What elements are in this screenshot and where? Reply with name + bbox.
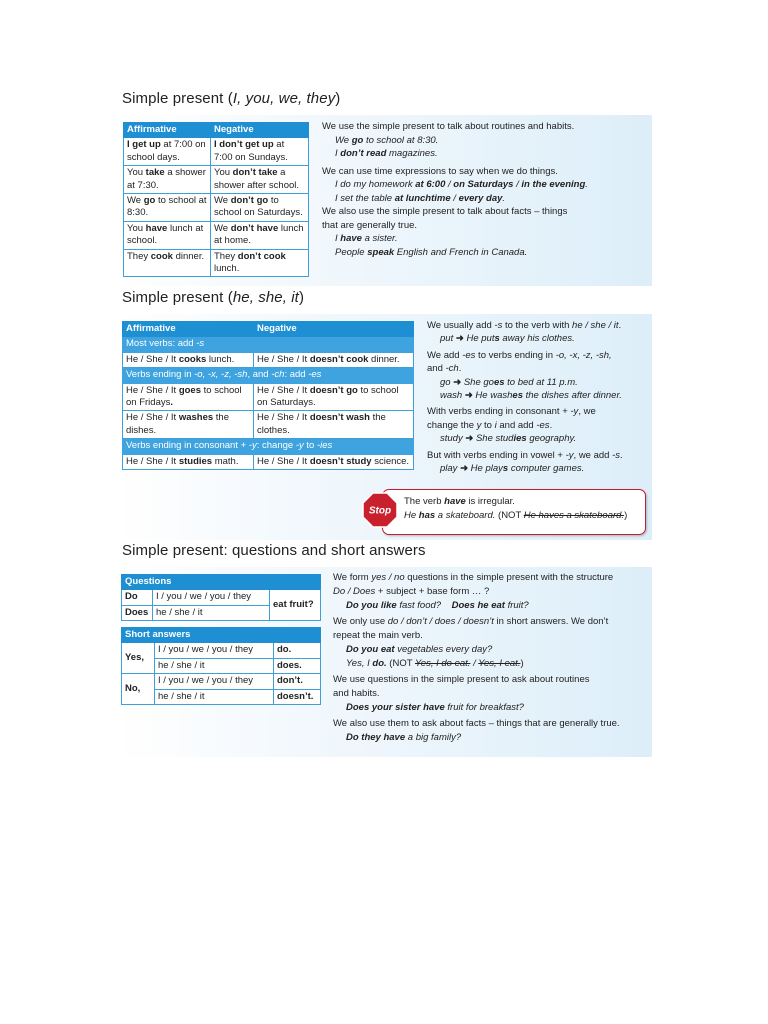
subject-cell: he / she / it: [155, 689, 274, 704]
stop-sign-icon: [362, 492, 398, 528]
section-title-3: Simple present: questions and short answers: [122, 542, 426, 559]
explanation-2: [427, 319, 645, 475]
table-row: [124, 194, 309, 222]
example-text: I do my homework at 6:00 / on Saturdays / in the evening.: [335, 179, 588, 190]
explanation-text: We also use them to ask about facts – things that are generally true.: [333, 718, 620, 729]
table-row: [123, 411, 414, 439]
arrow-icon: ➜: [455, 333, 464, 345]
negative-cell: He / She / It doesn’t wash the clothes.: [254, 411, 414, 439]
explanation-text: We only use do / don’t / does / doesn’t in short answers. We don’t: [333, 616, 609, 627]
aux-cell: Do: [122, 590, 153, 605]
example-text: study ➜ She studies geography.: [440, 433, 577, 445]
verb-cell: eat fruit?: [270, 590, 321, 621]
affirmative-cell: He / She / It washes the dishes.: [123, 411, 254, 439]
subject-cell: he / she / it: [155, 658, 274, 673]
affirmative-cell: You have lunch at school.: [124, 221, 211, 249]
example-text: I set the table at lunchtime / every day.: [335, 192, 506, 204]
example-text: Yes, I do. (NOT Yes, I do eat. / Yes, I eat.): [346, 658, 524, 669]
example-text: I have a sister.: [335, 233, 398, 244]
subject-cell: I / you / we / you / they: [155, 643, 274, 658]
explanation-text: We use the simple present to talk about routines and habits.: [322, 121, 575, 132]
negative-cell: He / She / It doesn’t go to school on Saturdays.: [254, 383, 414, 411]
stop-note-text: [404, 495, 627, 522]
negative-cell: We don’t have lunch at home.: [211, 221, 309, 249]
aux-cell: Does: [122, 605, 153, 620]
table-row: [122, 674, 321, 689]
subject-cell: he / she / it: [153, 605, 270, 620]
negative-cell: You don’t take a shower after school.: [211, 166, 309, 194]
affirmative-cell: I get up at 7:00 on school days.: [124, 138, 211, 166]
explanation-text: We use questions in the simple present to ask about routines: [333, 674, 590, 685]
explanation-text: We form yes / no questions in the simple present with the structure: [333, 572, 614, 583]
aux-cell: doesn’t.: [274, 689, 321, 704]
aux-cell: do.: [274, 643, 321, 658]
affirmative-cell: He / She / It studies math.: [123, 454, 254, 469]
explanation-text: We can use time expressions to say when we do things.: [322, 165, 558, 177]
aux-cell: does.: [274, 658, 321, 673]
header-negative: Negative: [211, 123, 309, 138]
subject-cell: I / you / we / you / they: [155, 674, 274, 689]
stop-note-line: The verb have is irregular.: [404, 496, 515, 507]
stop-sign-label: Stop: [368, 505, 392, 517]
section-title-1: Simple present (I, you, we, they): [122, 90, 341, 107]
answer-cell: No,: [122, 674, 155, 705]
rule-row: Most verbs: add -s: [123, 337, 414, 352]
stop-note-line: He has a skateboard. (NOT He haves a skateboard.): [404, 509, 628, 521]
header-short-answers: Short answers: [122, 628, 321, 643]
header-negative: Negative: [254, 322, 414, 337]
example-text: Do you like fast food? Does he eat fruit?: [346, 600, 529, 611]
explanation-text: that are generally true.: [322, 219, 418, 231]
table-i-you-we-they: [123, 122, 309, 277]
table-row: [123, 383, 414, 411]
arrow-icon: ➜: [464, 390, 473, 402]
answer-cell: Yes,: [122, 643, 155, 674]
explanation-text: and habits.: [333, 688, 380, 699]
arrow-icon: ➜: [465, 433, 474, 445]
explanation-text: We add -es to verbs ending in -o, -x, -z, -sh,: [427, 349, 612, 361]
affirmative-cell: They cook dinner.: [124, 249, 211, 277]
affirmative-cell: We go to school at 8:30.: [124, 194, 211, 222]
table-row: [124, 221, 309, 249]
explanation-text: But with verbs ending in vowel + -y, we add -s.: [427, 449, 623, 461]
subject-cell: I / you / we / you / they: [153, 590, 270, 605]
aux-cell: don’t.: [274, 674, 321, 689]
table-row: [123, 352, 414, 367]
affirmative-cell: You take a shower at 7:30.: [124, 166, 211, 194]
negative-cell: I don’t get up at 7:00 on Sundays.: [211, 138, 309, 166]
questions-table: [121, 574, 321, 621]
table-row: [124, 249, 309, 277]
negative-cell: They don’t cook lunch.: [211, 249, 309, 277]
short-answers-table: [121, 627, 321, 705]
example-text: I don’t read magazines.: [335, 148, 438, 159]
affirmative-cell: He / She / It goes to school on Fridays.: [123, 383, 254, 411]
explanation-text: and -ch.: [427, 363, 462, 375]
negative-cell: He / She / It doesn’t cook dinner.: [254, 352, 414, 367]
example-text: People speak English and French in Canada.: [335, 246, 528, 258]
explanation-text: We also use the simple present to talk about facts – things: [322, 206, 568, 217]
explanation-1: [322, 120, 622, 259]
explanation-text: With verbs ending in consonant + -y, we: [427, 406, 596, 418]
header-affirmative: Affirmative: [123, 322, 254, 337]
affirmative-cell: He / She / It cooks lunch.: [123, 352, 254, 367]
table-he-she-it: [122, 321, 414, 470]
example-text: Do they have a big family?: [346, 732, 462, 743]
negative-cell: We don’t go to school on Saturdays.: [211, 194, 309, 222]
header-affirmative: Affirmative: [124, 123, 211, 138]
example-text: play ➜ He plays computer games.: [440, 463, 585, 475]
rule-row: Verbs ending in -o, -x, -z, -sh, and -ch: add -es: [123, 368, 414, 383]
header-questions: Questions: [122, 575, 321, 590]
example-text: go ➜ She goes to bed at 11 p.m.: [440, 376, 578, 388]
table-row: [122, 643, 321, 658]
table-row: [124, 138, 309, 166]
explanation-3: [333, 571, 651, 745]
table-row: [122, 590, 321, 605]
example-text: Does your sister have fruit for breakfast?: [346, 702, 524, 713]
explanation-text: Do / Does + subject + base form … ?: [333, 586, 490, 597]
arrow-icon: ➜: [453, 376, 462, 388]
rule-row: Verbs ending in consonant + -y: change -y to -ies: [123, 439, 414, 454]
explanation-text: change the y to i and add -es.: [427, 419, 553, 431]
example-text: put ➜ He puts away his clothes.: [440, 333, 575, 345]
arrow-icon: ➜: [460, 463, 469, 475]
table-row: [123, 454, 414, 469]
section-title-2: Simple present (he, she, it): [122, 289, 305, 306]
explanation-text: We usually add -s to the verb with he / she / it.: [427, 320, 622, 331]
negative-cell: He / She / It doesn’t study science.: [254, 454, 414, 469]
example-text: Do you eat vegetables every day?: [346, 644, 493, 655]
example-text: We go to school at 8:30.: [335, 134, 439, 146]
table-row: [124, 166, 309, 194]
example-text: wash ➜ He washes the dishes after dinner.: [440, 390, 622, 402]
explanation-text: repeat the main verb.: [333, 630, 423, 641]
